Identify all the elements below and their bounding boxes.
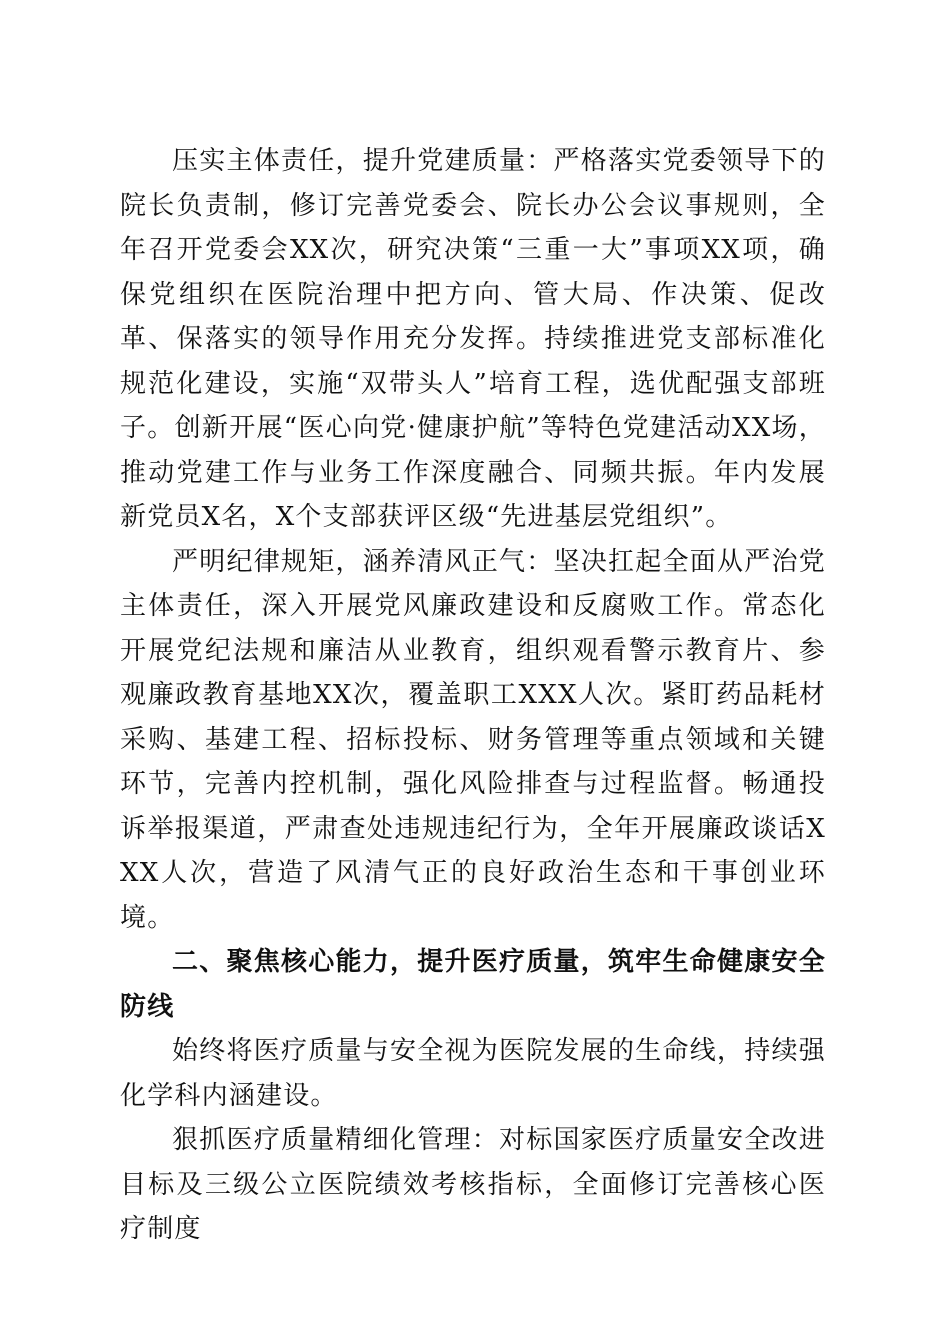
paragraph-quality-management: 狠抓医疗质量精细化管理：对标国家医疗质量安全改进目标及三级公立医院绩效考核指标，全面修订完善核心医疗制度	[120, 1125, 826, 1244]
paragraph-party-building: 压实主体责任，提升党建质量：严格落实党委领导下的院长负责制，修订完善党委会、院长办公会议事规则，全年召开党委会XX次，研究决策“三重一大”事项XX项，确保党组织在医院治理中把方向、管大局、作决策、促改革、保落实的领导作用充分发挥。持续推进党支部标准化规范化建设，实施“双带头人”培育工程，选优配强支部班子。创新开展“医心向党·健康护航”等特色党建活动XX场，推动党建工作与业务工作深度融合、同频共振。年内发展新党员X名，X个支部获评区级“先进基层党组织”。	[120, 146, 826, 532]
paragraph-discipline: 严明纪律规矩，涵养清风正气：坚决扛起全面从严治党主体责任，深入开展党风廉政建设和反腐败工作。常态化开展党纪法规和廉洁从业教育，组织观看警示教育片、参观廉政教育基地XX次，覆盖职工XXX人次。紧盯药品耗材采购、基建工程、招标投标、财务管理等重点领域和关键环节，完善内控机制，强化风险排查与过程监督。畅通投诉举报渠道，严肃查处违规违纪行为，全年开展廉政谈话XXX人次，营造了风清气正的良好政治生态和干事创业环境。	[120, 546, 826, 933]
paragraph-quality-intro: 始终将医疗质量与安全视为医院发展的生命线，持续强化学科内涵建设。	[120, 1036, 826, 1111]
document-body	[120, 139, 826, 1252]
section-heading-medical-quality: 二、聚焦核心能力，提升医疗质量，筑牢生命健康安全防线	[120, 947, 826, 1022]
